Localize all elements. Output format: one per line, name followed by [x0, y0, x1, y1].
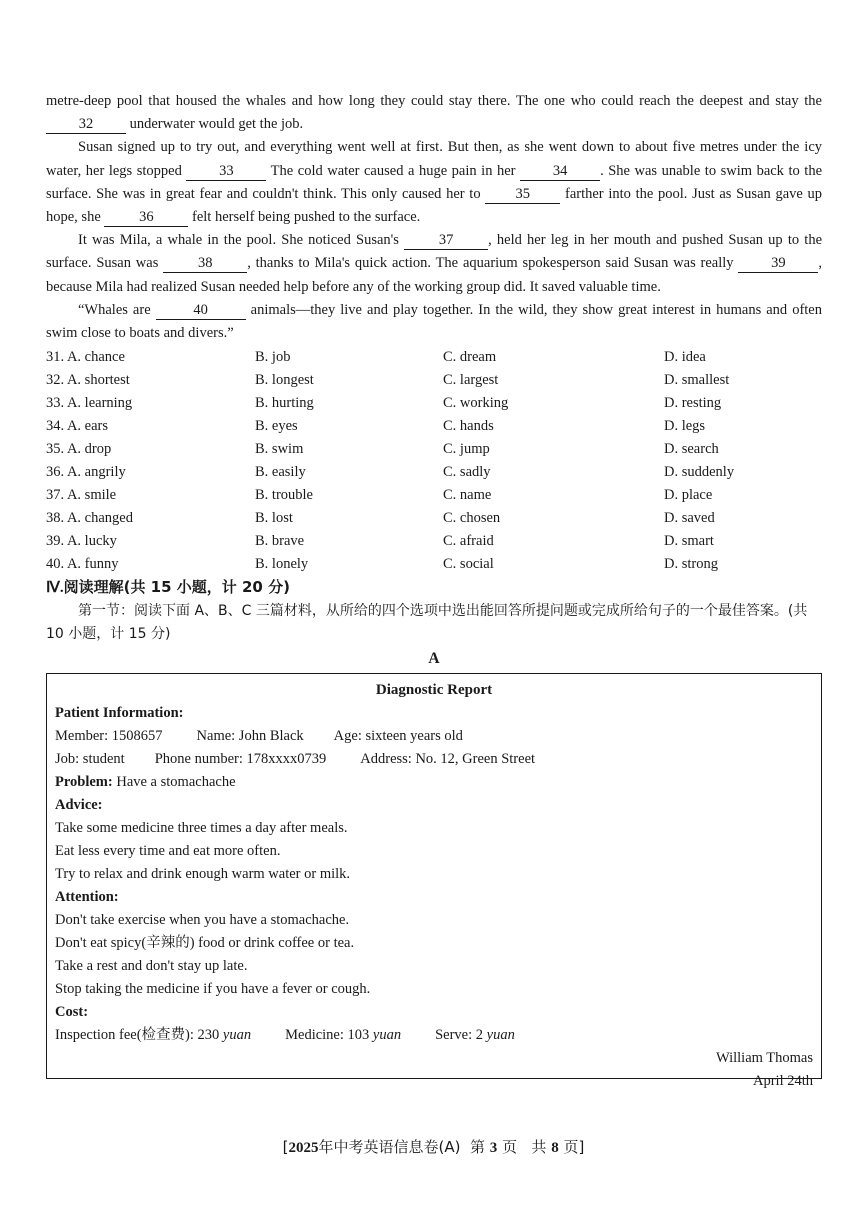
attention-item: Stop taking the medicine if you have a fever or cough. — [55, 981, 371, 998]
attention-heading: Attention: — [55, 889, 119, 906]
currency: yuan — [372, 1027, 402, 1044]
attention-item: Don't take exercise when you have a stomachache. — [55, 912, 350, 929]
option-b: B. job — [255, 349, 291, 366]
option-b: B. easily — [255, 464, 306, 481]
advice-item: Take some medicine three times a day after meals. — [55, 820, 348, 837]
option-a: 31. A. chance — [46, 349, 125, 366]
footer-total-suffix: 页 — [563, 1138, 579, 1156]
footer-title: 年中考英语信息卷(A) — [318, 1138, 461, 1156]
option-b: B. trouble — [255, 487, 313, 504]
option-a: 40. A. funny — [46, 556, 119, 573]
option-b: B. lonely — [255, 556, 309, 573]
option-row — [46, 438, 822, 461]
currency: yuan — [486, 1027, 515, 1044]
serve-fee: Serve: 2 — [435, 1027, 484, 1044]
section-instruction: 第一节：阅读下面 A、B、C 三篇材料，从所给的四个选项中选出能回答所提问题或完成所给句子的一个最佳答案。(共 10 小题，计 15 分) — [46, 603, 808, 643]
text: underwater would get the job. — [129, 116, 304, 133]
problem-text: Have a stomachache — [116, 774, 236, 791]
text: The cold water caused a huge pain in her — [270, 162, 516, 179]
problem-label: Problem: — [55, 774, 113, 791]
cost-heading: Cost: — [55, 1004, 89, 1021]
currency: yuan — [222, 1027, 252, 1044]
option-a: 33. A. learning — [46, 395, 133, 412]
patient-age: Age: sixteen years old — [333, 728, 463, 745]
option-c: C. largest — [443, 372, 499, 389]
option-a: 36. A. angrily — [46, 464, 126, 481]
option-row — [46, 484, 822, 507]
options-list — [46, 346, 822, 576]
option-d: D. search — [664, 441, 719, 458]
blank-36: 36 — [104, 208, 188, 227]
option-c: C. working — [443, 395, 509, 412]
job-line — [55, 748, 813, 771]
option-d: D. smallest — [664, 372, 730, 389]
footer-page-prefix: 第 — [470, 1138, 486, 1156]
blank-33: 33 — [186, 162, 266, 181]
text: animals—they live and play together. In the wild, they show great interest in humans and often swim close to boats and divers.” — [46, 301, 822, 342]
option-b: B. eyes — [255, 418, 298, 435]
option-c: C. afraid — [443, 533, 494, 550]
report-date: April 24th — [752, 1073, 813, 1090]
option-b: B. hurting — [255, 395, 314, 412]
passage-label: A — [428, 650, 440, 668]
option-a: 35. A. drop — [46, 441, 112, 458]
option-a: 32. A. shortest — [46, 372, 130, 389]
footer-bracket-close: ] — [578, 1138, 585, 1156]
cost-line — [55, 1024, 813, 1047]
member-line — [55, 725, 813, 748]
attention-item: Take a rest and don't stay up late. — [55, 958, 248, 975]
attention-item: Don't eat spicy(辛辣的) food or drink coffee or tea. — [55, 935, 355, 952]
option-c: C. hands — [443, 418, 494, 435]
option-c: C. jump — [443, 441, 490, 458]
option-a: 38. A. changed — [46, 510, 133, 527]
text: . She was unable to swim back to the surface. She was in great fear and couldn't think. This only caused her to — [46, 162, 823, 202]
text: farther into the pool. Just as Susan gave up hope, she — [46, 185, 823, 226]
option-c: C. social — [443, 556, 494, 573]
option-row — [46, 369, 822, 392]
option-c: C. name — [443, 487, 492, 504]
cloze-paragraph-1 — [46, 90, 822, 136]
option-c: C. dream — [443, 349, 497, 366]
diagnostic-report-box — [46, 673, 822, 1090]
option-d: D. idea — [664, 349, 706, 366]
blank-38: 38 — [163, 254, 247, 273]
blank-35: 35 — [485, 185, 560, 204]
footer-page-number: 3 — [489, 1140, 498, 1156]
option-b: B. longest — [255, 372, 314, 389]
text: “Whales are — [78, 301, 151, 318]
option-d: D. resting — [664, 395, 722, 412]
text: Susan signed up to try out, and everything went well at first. But then, as she went down to about five metres under the icy water, her legs stopped — [46, 139, 822, 179]
option-row — [46, 507, 822, 530]
inspection-fee: Inspection fee(检查费): 230 — [55, 1027, 220, 1044]
option-b: B. lost — [255, 510, 293, 527]
doctor-name: William Thomas — [715, 1050, 813, 1067]
option-b: B. brave — [255, 533, 305, 550]
section-number: Ⅳ. — [46, 580, 64, 597]
blank-39: 39 — [738, 254, 818, 273]
text: It was Mila, a whale in the pool. She noticed Susan's — [78, 232, 399, 249]
medicine-fee: Medicine: 103 — [285, 1027, 370, 1044]
footer-total-pages: 8 — [551, 1140, 559, 1156]
text: , thanks to Mila's quick action. The aquarium spokesperson said Susan was really — [247, 255, 734, 272]
section-title: 阅读理解(共 15 小题，计 20 分) — [63, 578, 290, 597]
text: , held her leg in her mouth and pushed Susan up to the surface. Susan was — [46, 232, 823, 272]
option-a: 39. A. lucky — [46, 533, 117, 550]
footer-page-mid: 页 — [502, 1138, 518, 1156]
blank-40: 40 — [156, 301, 246, 320]
option-d: D. suddenly — [664, 464, 735, 481]
cloze-paragraph-4 — [46, 299, 822, 345]
patient-info-heading: Patient Information: — [55, 705, 184, 722]
address: Address: No. 12, Green Street — [360, 751, 536, 768]
patient-job: Job: student — [55, 751, 125, 768]
option-a: 37. A. smile — [46, 487, 117, 504]
option-d: D. place — [664, 487, 713, 504]
option-row — [46, 530, 822, 553]
member: Member: 1508657 — [55, 728, 163, 745]
advice-heading: Advice: — [55, 797, 103, 814]
option-d: D. strong — [664, 556, 718, 573]
option-c: C. chosen — [443, 510, 501, 527]
option-b: B. swim — [255, 441, 304, 458]
option-d: D. saved — [664, 510, 715, 527]
option-row — [46, 392, 822, 415]
cloze-paragraph-2 — [46, 136, 822, 229]
option-d: D. legs — [664, 418, 706, 435]
option-row — [46, 415, 822, 438]
text: metre-deep pool that housed the whales and how long they could stay there. The one who could reach the deepest and stay the — [46, 93, 822, 109]
page-footer — [0, 1136, 867, 1157]
option-a: 34. A. ears — [46, 418, 109, 435]
cloze-paragraph-3 — [46, 229, 822, 299]
footer-year: 2025 — [288, 1140, 319, 1156]
blank-34: 34 — [520, 162, 600, 181]
footer-bracket-open: [ — [282, 1138, 289, 1156]
exam-page — [46, 90, 823, 1090]
footer-total-prefix: 共 — [531, 1138, 547, 1156]
report-title: Diagnostic Report — [375, 682, 493, 699]
problem-line — [55, 771, 813, 794]
option-row — [46, 346, 822, 369]
option-d: D. smart — [664, 533, 714, 550]
advice-item: Try to relax and drink enough warm water or milk. — [55, 866, 351, 883]
blank-37: 37 — [404, 231, 488, 250]
option-c: C. sadly — [443, 464, 491, 481]
phone-number: Phone number: 178xxxx0739 — [154, 751, 327, 768]
patient-name: Name: John Black — [196, 728, 304, 745]
text: felt herself being pushed to the surface. — [192, 209, 421, 226]
advice-item: Eat less every time and eat more often. — [55, 843, 281, 860]
section-heading — [46, 576, 822, 600]
text: , because Mila had realized Susan needed help before any of the working group did. It saved valuable time. — [46, 255, 823, 295]
option-row — [46, 461, 822, 484]
option-row — [46, 553, 822, 576]
blank-32: 32 — [46, 115, 126, 134]
